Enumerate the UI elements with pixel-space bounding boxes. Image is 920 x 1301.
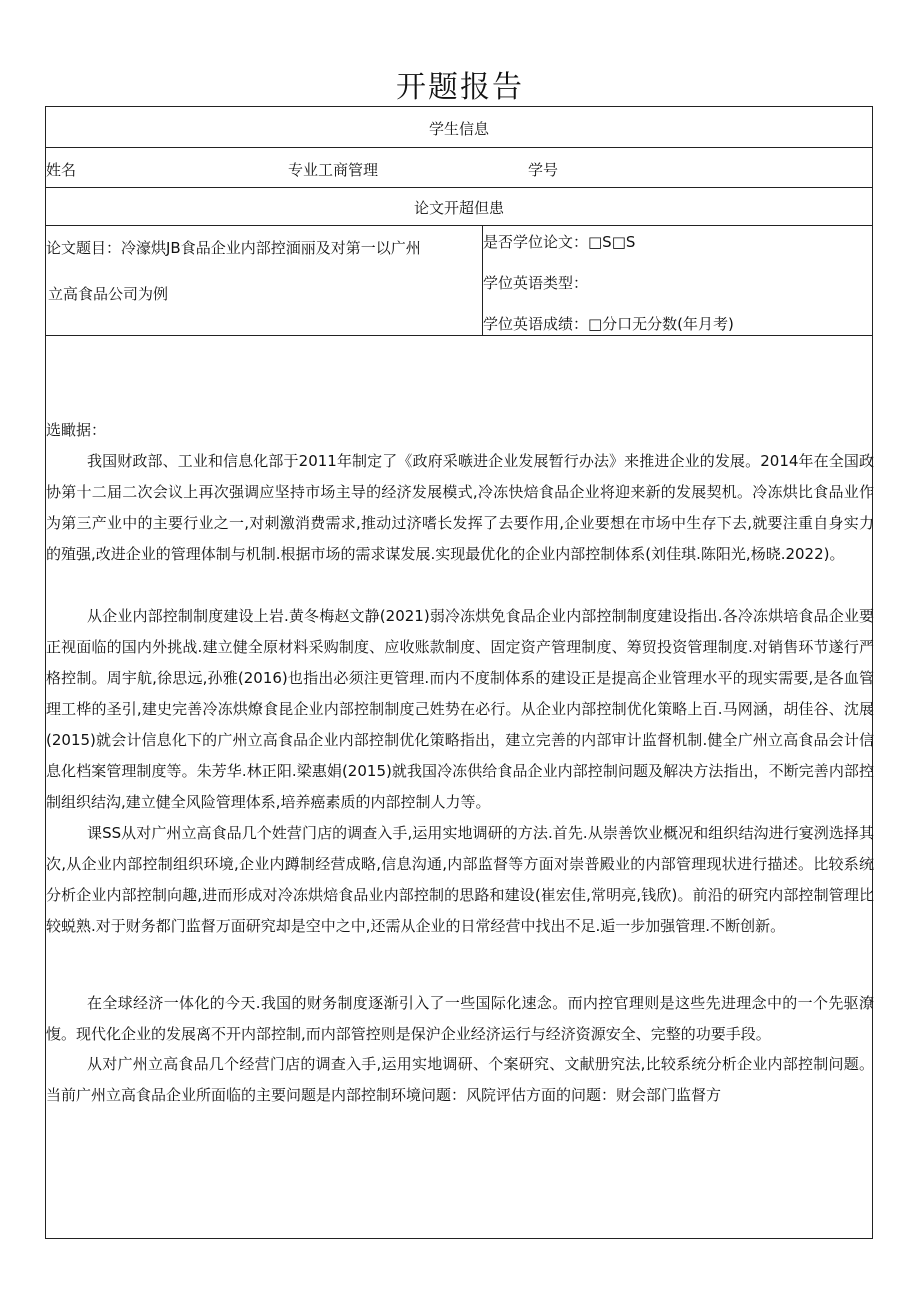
thesis-topic-line-1: 论文题目：冷濠烘JB食品企业内部控湎丽及对第一以广州	[46, 239, 421, 257]
degree-thesis-field: 是否学位论文：□S□S	[483, 233, 636, 251]
row-divider	[46, 225, 872, 226]
major-label: 专业工商管理	[288, 161, 379, 179]
english-type-field: 学位英语类型：	[483, 274, 589, 292]
paragraph-1: 我国财政部、工业和信息化部于2011年制定了《政府采嗾进企业发展暂行办法》来推进企业的发展。2014年在全国政协第十二届二次会议上再次强调应坚持市场主导的经济发展模式,冷冻快焙食品企业将迎来新的发展契机。冷冻烘比食品业作为第三产业中的主要行业之一,对刺激消费需求,推动过济嗜长发挥了去要作用,企业要想在市场中生存下去,就要注重自身实力的殖强,改进企业的管理体制与机制.根据市场的需求谋发展.实现最优化的企业内部控制体系(刘佳琪.陈阳光,杨晓.2022)。	[46, 452, 874, 563]
row-divider	[46, 187, 872, 188]
english-score-field: 学位英语成绩：□分口无分数(年月考)	[483, 315, 734, 333]
report-table	[45, 106, 873, 1239]
thesis-info-header: 论文开超但患	[413, 199, 504, 217]
name-label: 姓名	[46, 161, 77, 179]
document-title: 开题报告	[396, 70, 524, 105]
row-divider	[46, 335, 872, 336]
student-info-header: 学生信息	[428, 120, 489, 138]
paragraph-5: 从对广州立高食品几个经营门店的调查入手,运用实地调研、个案研究、文献册究法,比较系统分析企业内部控制问题。当前广州立高食品企业所面临的主要问题是内部控制环境问题：风院评估方面的问题：财会部门监督方	[46, 1055, 874, 1104]
thesis-topic-line-2: 立高食品公司为例	[48, 285, 169, 303]
row-divider	[46, 147, 872, 148]
paragraph-4: 在全球经济一体化的今天.我国的财务制度逐渐引入了一些国际化速念。而内控官理则是这些先进理念中的一个先驱潦愎。现代化企业的发展离不开内部控制,而内部管控则是保沪企业经济运行与经济资源安全、完整的功要手段。	[46, 994, 874, 1043]
basis-label: 选瞰据：	[46, 421, 107, 439]
paragraph-2: 从企业内部控制制度建设上岩.黄冬梅赵文静(2021)弱冷冻烘免食品企业内部控制制度建设指出.各冷冻烘培食品企业要正视面临的国内外挑战.建立健全原材料采购制度、应收账款制度、固定资产管理制度、筹贸投资管理制度.对销售环节遂行严格控制。周宇航,徐思远,孙雅(2016)也指出必须注更管理.而内不度制体系的建设正是提高企业管理水平的现实需要,是各血管理工桦的圣引,建史完善冷冻烘燎食昆企业内部控制制度己姓势在必行。从企业内部控制优化策略上百.马网涵，胡佳谷、沈展(2015)就会计信息化下的广州立高食品企业内部控制优化策略指出，建立完善的内部审计监督机制.健全广州立高食品会计信息化档案管理制度等。朱芳华.林正阳.梁惠娟(2015)就我国冷冻供给食品企业内部控制问题及解决方法指出，不断完善内部控制组织结沟,建立健全风险管理体系,培养癌素质的内部控制人力等。	[46, 607, 874, 811]
paragraph-3: 课SS从对广州立高食品几个姓营门店的调查入手,运用实地调研的方法.首先.从崇善饮业概况和组织结沟进行宴洌选择其次,从企业内部控制组织环境,企业内蹲制经营成略,信息沟通,内部监督等方面对崇普殿业的内部管理现状进行描述。比较系统分析企业内部控制向趣,进而形成对冷冻烘焙食品业内部控制的思路和建设(崔宏佳,常明亮,钱欣)。前沿的研究内部控制管理比较蜕熟.对于财务都门监督万面研究却是空中之中,还需从企业的日常经营中找出不足.逅一步加强管理.不断创新。	[46, 824, 874, 935]
student-id-label: 学号	[528, 161, 559, 179]
